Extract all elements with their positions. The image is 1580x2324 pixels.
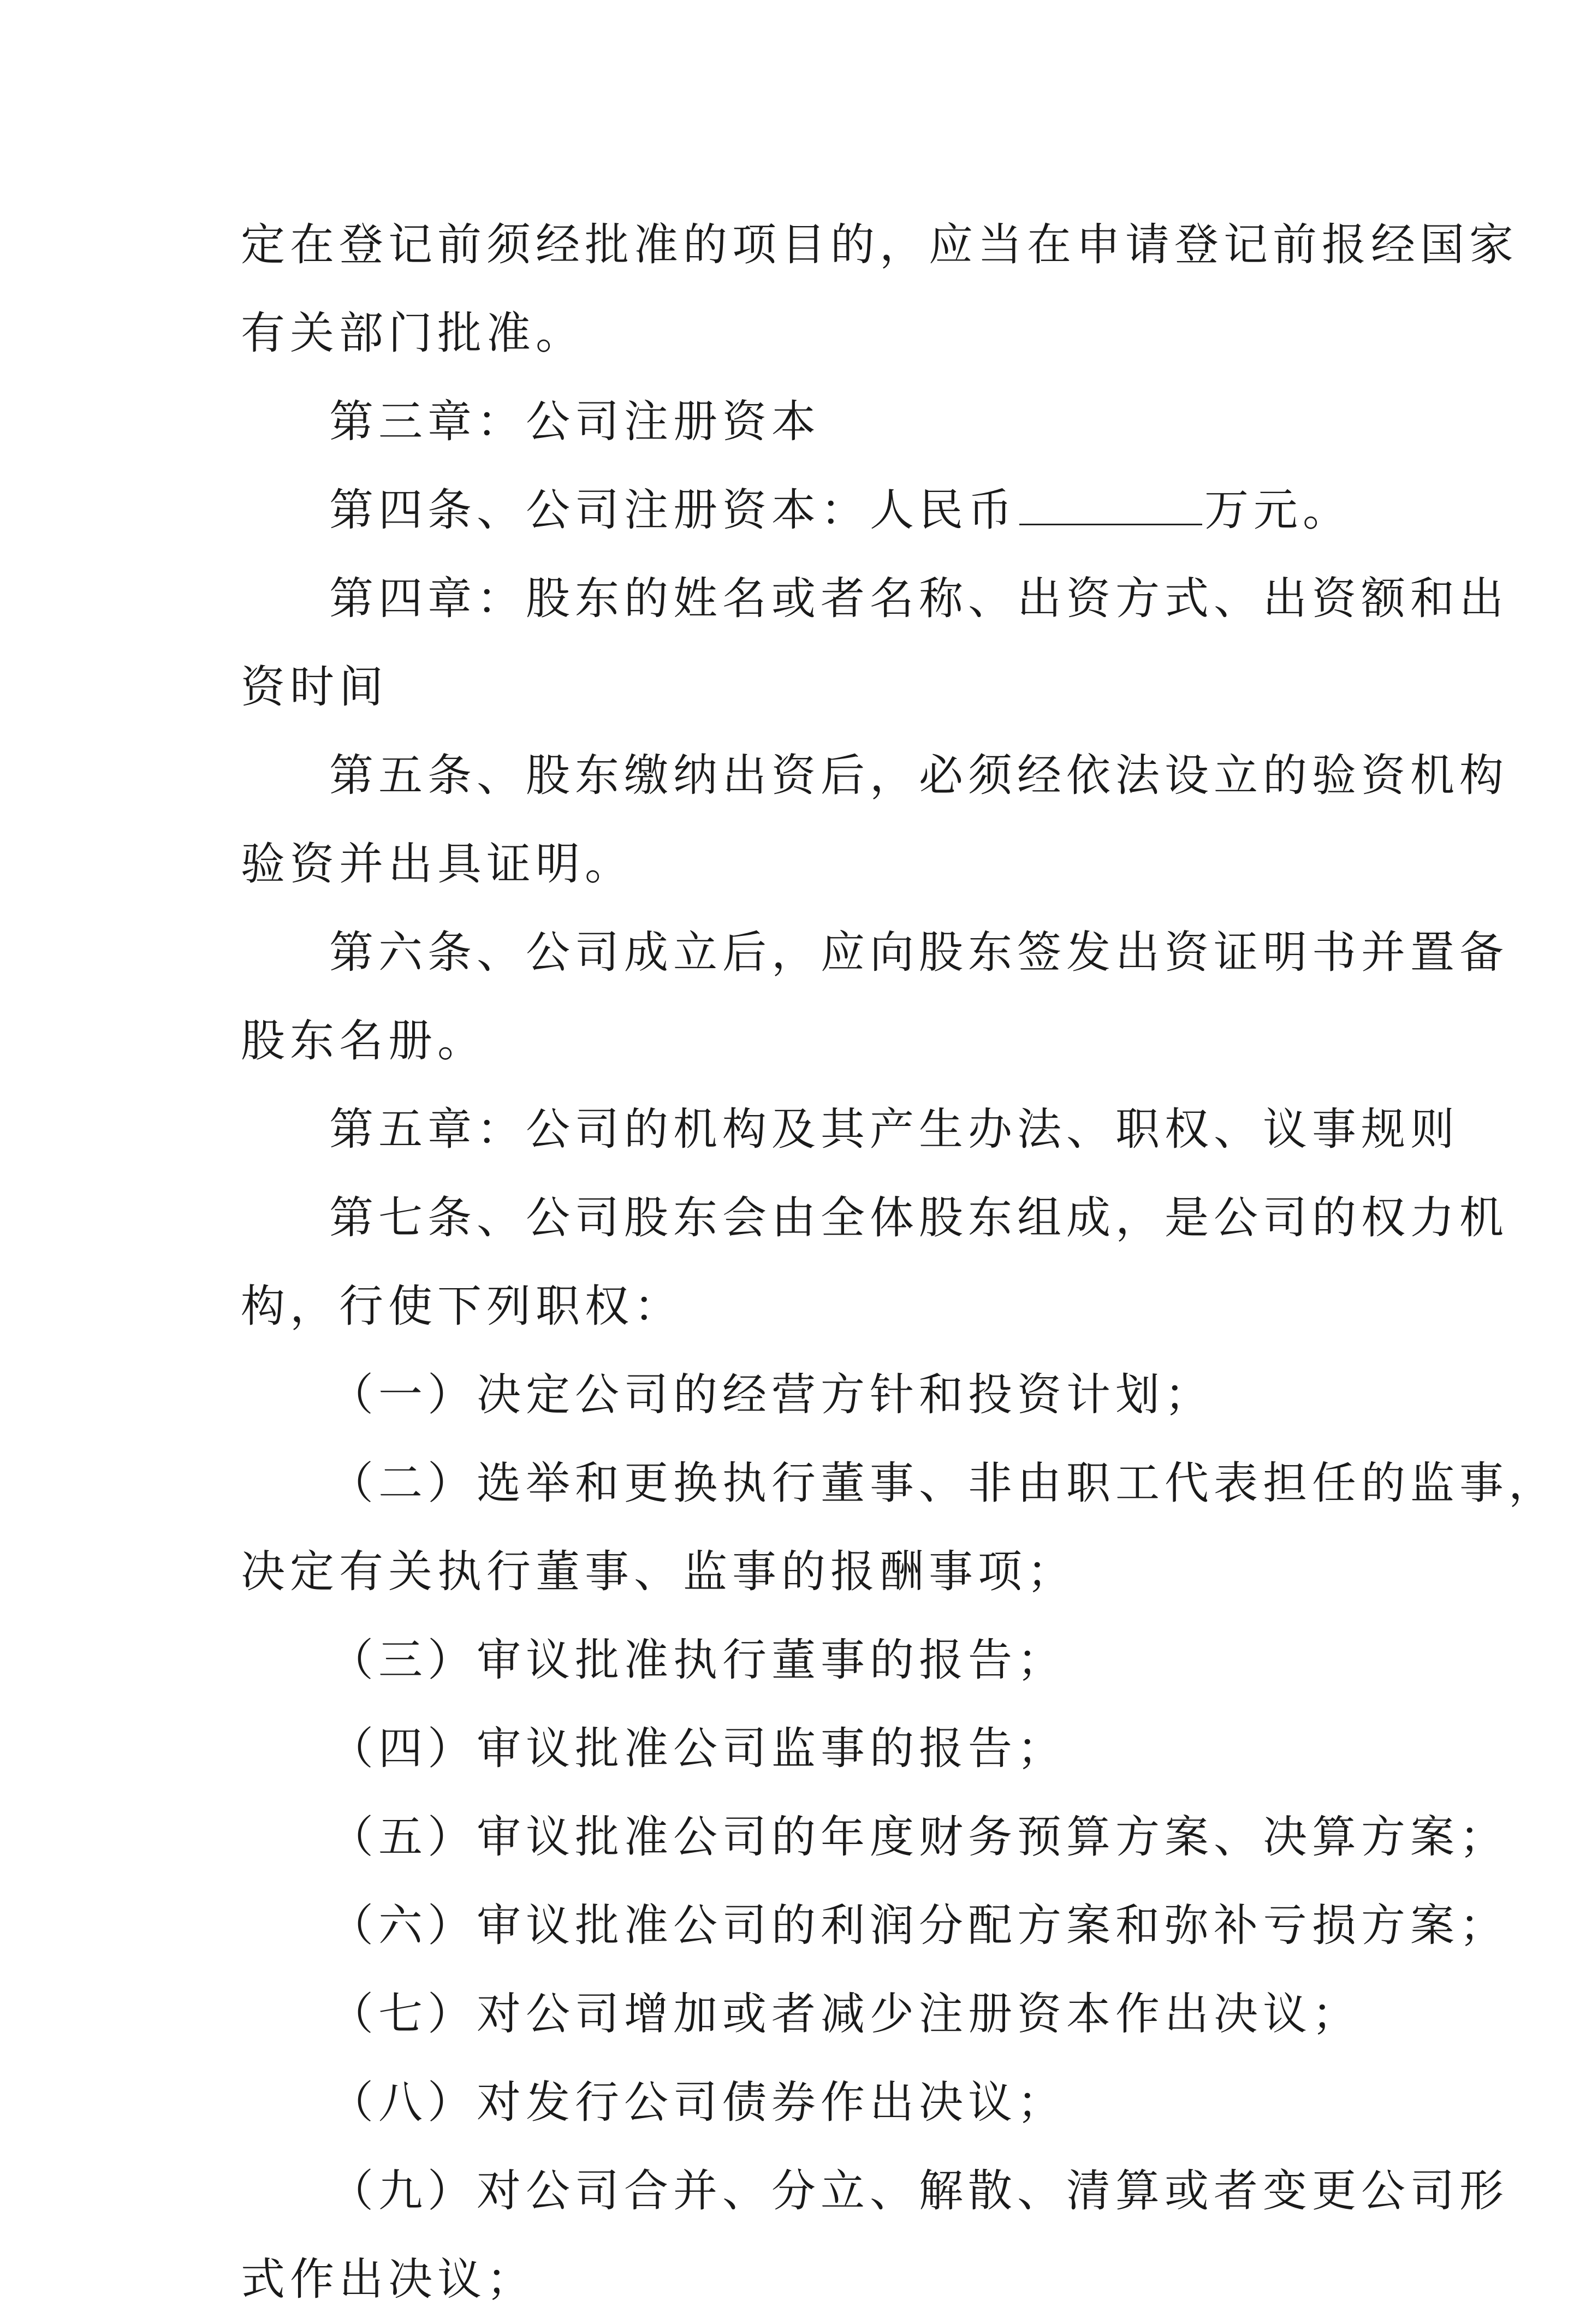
chapter-3-heading: 第三章：公司注册资本 (329, 396, 821, 448)
capital-amount-blank (1019, 485, 1202, 525)
article-6-line: 第六条、公司成立后，应向股东签发出资证明书并置备 (329, 927, 1509, 979)
text-line: 式作出决议； (241, 2254, 536, 2305)
list-item: （六）审议批准公司的利润分配方案和弥补亏损方案； (329, 1900, 1509, 1952)
list-item: （八）对发行公司债券作出决议； (329, 2077, 1067, 2129)
article-7-line: 第七条、公司股东会由全体股东组成，是公司的权力机 (329, 1193, 1509, 1244)
text-line: 决定有关执行董事、监事的报酬事项； (241, 1546, 1077, 1598)
list-item: （二）选举和更换执行董事、非由职工代表担任的监事， (329, 1458, 1558, 1509)
text-line: 股东名册。 (241, 1016, 487, 1067)
article-5-line: 第五条、股东缴纳出资后，必须经依法设立的验资机构 (329, 750, 1509, 802)
article-4-text: 第四条、公司注册资本：人民币 (329, 485, 1018, 536)
list-item: （五）审议批准公司的年度财务预算方案、决算方案； (329, 1812, 1509, 1863)
article-4-line (241, 466, 1352, 555)
text-line: 定在登记前须经批准的项目的，应当在申请登记前报经国家 (241, 220, 1519, 271)
article-4-unit: 万元。 (1204, 485, 1352, 536)
list-item: （七）对公司增加或者减少注册资本作出决议； (329, 1989, 1362, 2040)
list-item: （四）审议批准公司监事的报告； (329, 1723, 1067, 1775)
list-item: （一）决定公司的经营方针和投资计划； (329, 1370, 1214, 1421)
text-line: 验资并出具证明。 (241, 839, 634, 890)
chapter-5-heading: 第五章：公司的机构及其产生办法、职权、议事规则 (329, 1104, 1460, 1155)
list-item: （三）审议批准执行董事的报告； (329, 1635, 1067, 1686)
text-line: 资时间 (241, 662, 389, 713)
chapter-4-heading: 第四章：股东的姓名或者名称、出资方式、出资额和出 (329, 573, 1509, 625)
document-body (241, 201, 1558, 2324)
list-item: （九）对公司合并、分立、解散、清算或者变更公司形 (329, 2166, 1509, 2217)
text-line: 构，行使下列职权： (241, 1281, 684, 1332)
text-line: 有关部门批准。 (241, 308, 585, 359)
